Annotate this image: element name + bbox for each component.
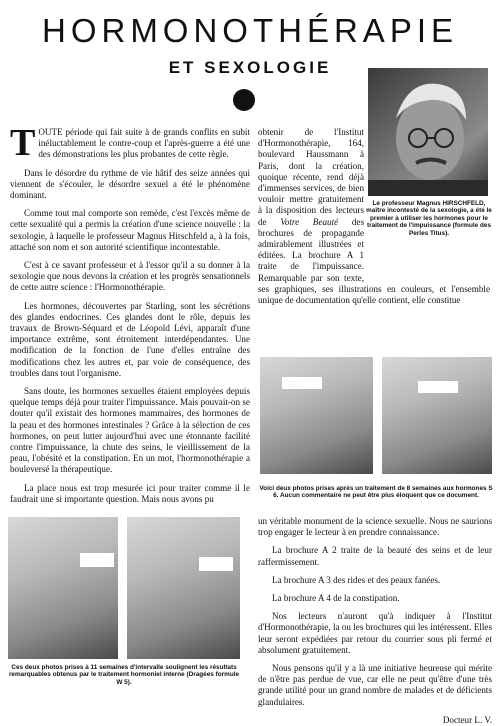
bottom-right-column [258, 516, 492, 726]
dropcap: T [10, 122, 36, 164]
paragraph: Les hormones, découvertes par Starling, sont les sécrétions des glandes endocrines. Ces glandes dont le rôle, depuis les travaux de Brown-Séquard et de Léopold Lévi, apparaît d'une importance extrême, sont étroitement interdépendantes. Une modification de la fonction de l'une d'elles entraîne des modifications chez les autres et, par voie de conséquence, des troubles dans tout l'organisme. [10, 300, 250, 378]
left-column [10, 122, 250, 512]
signature: Docteur L. V. [442, 714, 492, 725]
middle-column [258, 127, 490, 313]
paragraph: C'est à ce savant professeur et à l'essor qu'il a su donner à la sexologie que nous devons la création et les progrès sensationnels de cette autre science : l'Hormonothérapie. [10, 260, 250, 293]
bottom-caption: Ces deux photos prises à 11 semaines d'intervalle soulignent les résultats remarquables obtenus par le traitement hormoniel interne (Dragées formule W 5). [8, 664, 240, 686]
paragraph: un véritable monument de la science sexuelle. Nous ne saurions trop engager le lecteur à en prendre connaissance. [258, 516, 492, 538]
face-photo-before [8, 517, 118, 659]
article-subtitle: ET SEXOLOGIE [168, 58, 332, 77]
paragraph: obtenir de l'Institut d'Hormonothérapie, 164, boulevard Haussmann à Paris, dont la création, quoique récente, rend déjà d'immenses services, de bien vouloir mettre gratuitement à la disposition des lecteurs de Votre Beauté des brochures de propagande admirablement illustrées et éditées. La brochure A 1 traite de l'impuissance. Remarquable par son texte, ses graphiques, ses illustrations en couleurs, et l'ensemble unique de documentation qu'elle contient, elle constitue [258, 127, 490, 306]
paragraph: Sans doute, les hormones sexuelles étaient employées depuis quelque temps déjà pour traiter l'impuissance. Mais pouvait-on se douter qu'il existait des hormones mammaires, des hormones de la peau et des hormones intestinales ? Grâce à la sélection de ces hormones, on peut lutter aujourd'hui avec une étonnante facilité contre l'impuissance, la chute des seins, le vieillissement de la peau, l'obésité et la constipation. En un mot, l'hormonothérapie a bouleversé la thérapeutique. [10, 386, 250, 475]
paragraph: La brochure A 2 traite de la beauté des seins et de leur raffermissement. [258, 545, 492, 567]
paragraph: Nos lecteurs n'auront qu'à indiquer à l'Institut d'Hormonothérapie, la ou les brochures qui les intéressent. Elles leur seront expédiées par retour du courrier sous pli fermé et absolument gratuitement. [258, 611, 492, 655]
paragraph-intro: TOUTE période qui fait suite à de grands conflits en subit inéluctablement le contre-coup et l'après-guerre a été une des démonstrations les plus probantes de cette règle. [10, 122, 250, 164]
before-photo [260, 357, 373, 474]
paragraph: Comme tout mal comporte son remède, c'est l'excès même de cette sexualité qui a permis la création d'une science nouvelle : la sexologie, à laquelle le professeur Magnus Hirschfeld a, à la fois, attaché son nom et son autorité scientifique incontestable. [10, 208, 250, 252]
paragraph: Dans le désordre du rythme de vie hâtif des seize années qui viennent de s'écouler, le désordre sexuel a été le phénomène dominant. [10, 167, 250, 201]
after-photo [382, 357, 492, 474]
article-title: HORMONOTHÉRAPIE [41, 12, 459, 49]
bullet-dot [233, 89, 255, 111]
paragraph: Nous pensons qu'il y a là une initiative heureuse qui mérite de n'être pas perdue de vue, car elle ne peut qu'être d'une très grande utilité pour un grand nombre de malades et de déficients glandulaires. [258, 663, 492, 707]
paragraph: La brochure A 4 de la constipation. [272, 593, 400, 604]
face-photo-after [127, 517, 240, 659]
portrait-caption: Le professeur Magnus HIRSCHFELD, maître incontesté de la sexologie, a été le premier à utiliser les hormones pour le traitement de l'impuissance (formule des Perles Titus). [366, 200, 492, 237]
middle-caption: Voici deux photos prises après un traitement de 8 semaines aux hormones S 6. Aucun commentaire ne peut être plus éloquent que ce document. [259, 485, 493, 500]
paragraph: La place nous est trop mesurée ici pour traiter comme il le faudrait une si importante question. Mais nous avons pu [10, 482, 250, 504]
paragraph: La brochure A 3 des rides et des peaux fanées. [272, 574, 441, 585]
